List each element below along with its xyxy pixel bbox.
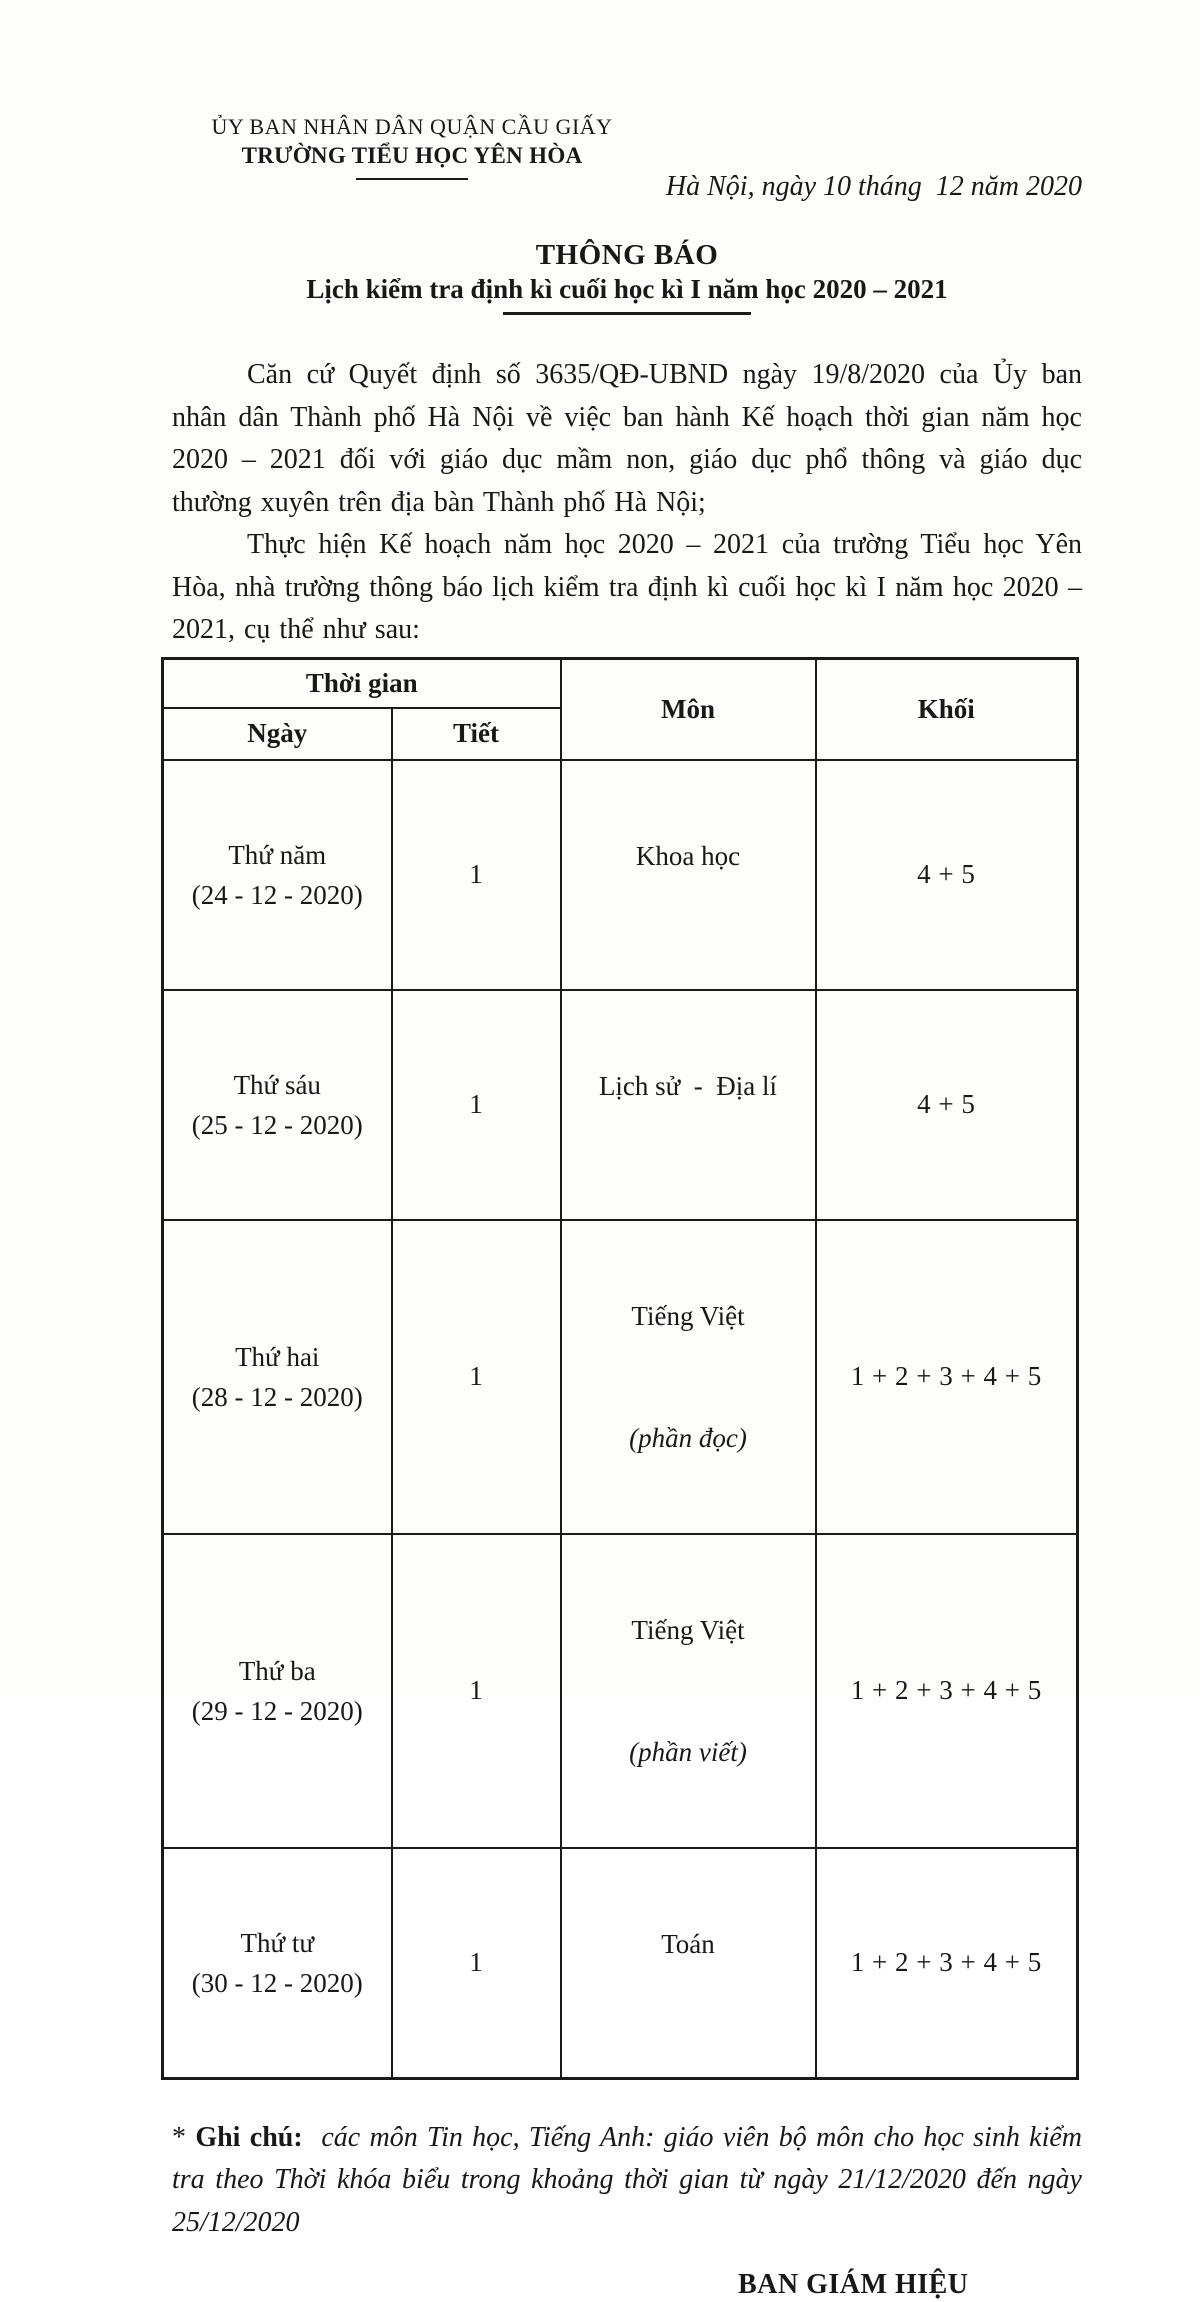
cell-subject xyxy=(561,1534,816,1848)
letterhead-rule xyxy=(356,178,468,180)
header-period: Tiết xyxy=(392,708,561,760)
document-subtitle: Lịch kiểm tra định kì cuối học kì I năm học 2020 – 2021 xyxy=(306,274,948,304)
body-text xyxy=(172,354,1082,652)
cell-period: 1 xyxy=(392,1848,561,2079)
table-row xyxy=(163,760,1078,990)
subject-note: (phần viết) xyxy=(629,1736,747,1767)
cell-period: 1 xyxy=(392,990,561,1220)
subject-name: Tiếng Việt xyxy=(631,1614,745,1645)
header-time-group: Thời gian xyxy=(163,658,561,708)
table-row xyxy=(163,1220,1078,1534)
cell-day xyxy=(163,1220,392,1534)
cell-grades: 1 + 2 + 3 + 4 + 5 xyxy=(816,1534,1078,1848)
exam-schedule-table xyxy=(161,657,1079,2080)
cell-day xyxy=(163,1848,392,2079)
subject-name: Toán xyxy=(661,1928,715,1959)
signature-block: BAN GIÁM HIỆU xyxy=(738,2269,969,2300)
cell-subject xyxy=(561,1220,816,1534)
footnote-separator: : xyxy=(293,2121,322,2153)
footnote-label: Ghi chú xyxy=(195,2121,294,2153)
subject-name: Lịch sử - Địa lí xyxy=(598,1070,778,1101)
document-title: THÔNG BÁO xyxy=(535,239,719,271)
header-subject: Môn xyxy=(561,658,816,760)
cell-grades: 1 + 2 + 3 + 4 + 5 xyxy=(816,1220,1078,1534)
paragraph-legal-basis: Căn cứ Quyết định số 3635/QĐ-UBND ngày 19/8/2020 của Ủy ban nhân dân Thành phố Hà Nội về việc ban hành Kế hoạch thời gian năm học 2020 – 2021 đối với giáo dục mầm non, giáo dục phổ thông và giáo dục thường xuyên trên địa bàn Thành phố Hà Nội; xyxy=(172,359,1082,518)
cell-subject xyxy=(561,760,816,990)
subject-note: (phần đọc) xyxy=(629,1422,747,1453)
cell-subject xyxy=(561,990,816,1220)
issuing-organization xyxy=(172,112,652,180)
day-name: Thứ sáu xyxy=(233,1069,321,1100)
footnote-text: các môn Tin học, Tiếng Anh: giáo viên bộ môn cho học sinh kiểm tra theo Thời khóa biểu trong khoảng thời gian từ ngày 21/12/2020 đến ngày 25/12/2020 xyxy=(172,2121,1082,2238)
day-date: (28 - 12 - 2020) xyxy=(191,1381,363,1412)
subject-name: Khoa học xyxy=(635,840,741,871)
day-date: (29 - 12 - 2020) xyxy=(191,1695,363,1726)
day-name: Thứ năm xyxy=(228,839,327,870)
cell-period: 1 xyxy=(392,760,561,990)
table-row xyxy=(163,1848,1078,2079)
subject-name: Tiếng Việt xyxy=(631,1300,745,1331)
table-row xyxy=(163,1534,1078,1848)
footnote xyxy=(172,2117,1082,2245)
subtitle-rule xyxy=(503,312,751,315)
cell-day xyxy=(163,760,392,990)
header-grade: Khối xyxy=(816,658,1078,760)
paragraph-announcement: Thực hiện Kế hoạch năm học 2020 – 2021 của trường Tiểu học Yên Hòa, nhà trường thông báo lịch kiểm tra định kì cuối học kì I năm học 2020 – 2021, cụ thể như sau: xyxy=(172,529,1082,645)
cell-grades: 4 + 5 xyxy=(816,760,1078,990)
day-name: Thứ tư xyxy=(240,1927,314,1958)
org-school-name: TRƯỜNG TIỂU HỌC YÊN HÒA xyxy=(241,143,583,168)
org-parent-name: ỦY BAN NHÂN DÂN QUẬN CẦU GIẤY xyxy=(211,114,613,139)
day-date: (30 - 12 - 2020) xyxy=(191,1967,363,1998)
table-row xyxy=(163,990,1078,1220)
table-header-row-1 xyxy=(163,658,1078,708)
day-name: Thứ hai xyxy=(235,1341,320,1372)
day-date: (24 - 12 - 2020) xyxy=(191,879,363,910)
title-block xyxy=(172,238,1082,315)
cell-grades: 1 + 2 + 3 + 4 + 5 xyxy=(816,1848,1078,2079)
day-date: (25 - 12 - 2020) xyxy=(191,1109,363,1140)
cell-day xyxy=(163,990,392,1220)
cell-subject xyxy=(561,1848,816,2079)
cell-grades: 4 + 5 xyxy=(816,990,1078,1220)
letterhead xyxy=(172,112,1082,202)
day-name: Thứ ba xyxy=(238,1655,316,1686)
header-day: Ngày xyxy=(163,708,392,760)
footnote-marker: * xyxy=(172,2121,196,2153)
cell-period: 1 xyxy=(392,1534,561,1848)
cell-day xyxy=(163,1534,392,1848)
place-date-line: Hà Nội, ngày 10 tháng 12 năm 2020 xyxy=(665,171,1082,202)
cell-period: 1 xyxy=(392,1220,561,1534)
